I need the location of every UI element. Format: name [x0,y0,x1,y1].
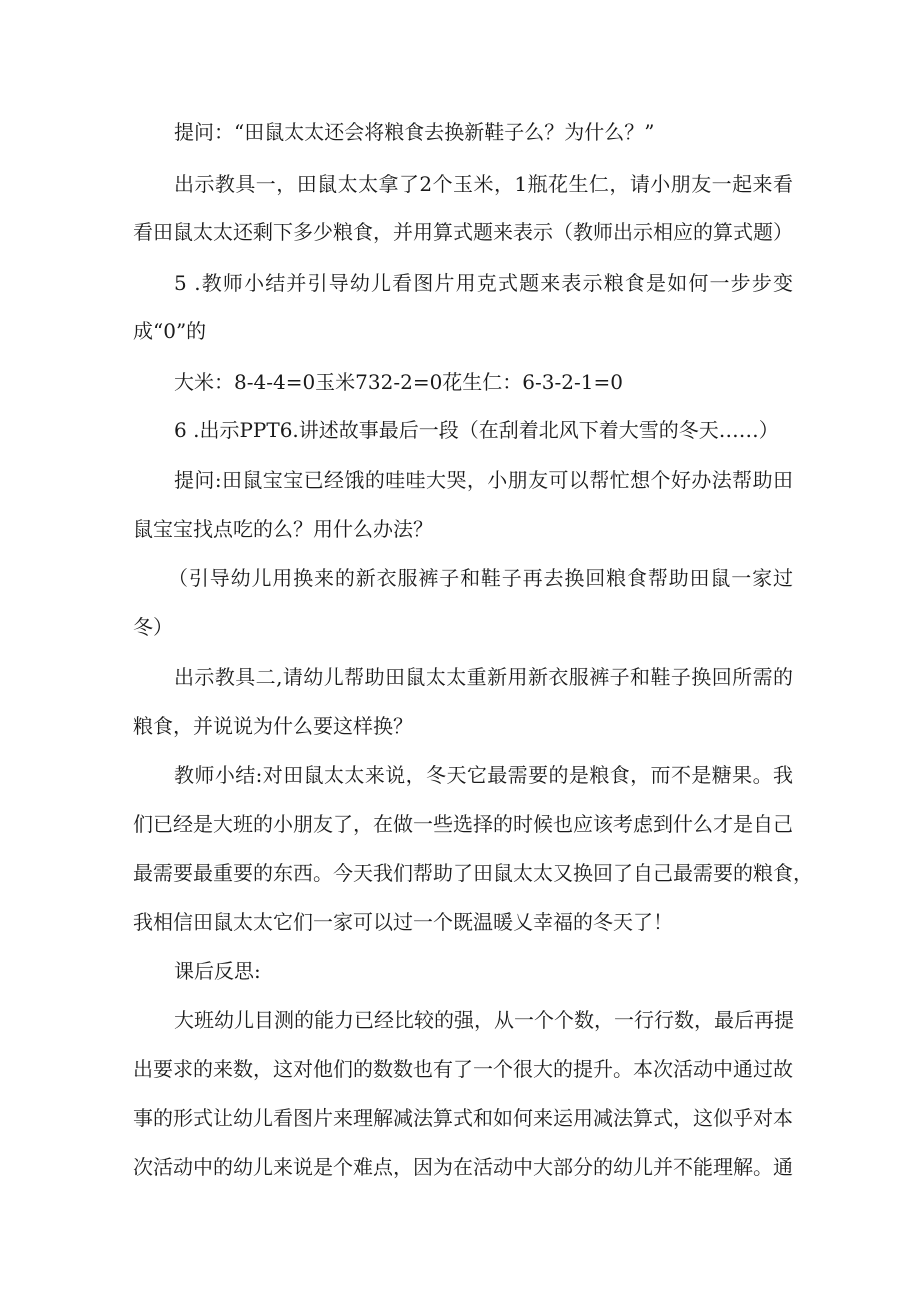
equation-line: 大米：8-4-4=0玉米732-2=0花生仁：6-3-2-1=0 [174,370,623,394]
paragraph-line: 成“0”的 [133,319,207,343]
reflection-line: 次活动中的幼儿来说是个难点，因为在活动中大部分的幼儿并不能理解。通 [133,1155,793,1179]
paragraph-line: 鼠宝宝找点吃的么？用什么办法？ [133,517,433,541]
question-line: 提问:田鼠宝宝已经饿的哇哇大哭，小朋友可以帮忙想个好办法帮助田 [174,468,793,492]
paragraph-line: 出示教具二,请幼儿帮助田鼠太太重新用新衣服裤子和鞋子换回所需的 [174,665,793,689]
section-heading: 课后反思: [174,959,261,983]
paragraph-line: 粮食，并说说为什么要这样换？ [133,714,413,738]
summary-line: 教师小结:对田鼠太太来说，冬天它最需要的是粮食，而不是糖果。我 [174,763,793,787]
numbered-item-5: 5 .教师小结并引导幼儿看图片用克式题来表示粮食是如何一步步变 [174,271,793,295]
summary-line: 们已经是大班的小朋友了，在做一些选择的时候也应该考虑到什么才是自己 [133,812,793,836]
summary-line: 我相信田鼠太太它们一家可以过一个既温暖乂幸福的冬天了！ [133,910,673,934]
paragraph-line: 出示教具一，田鼠太太拿了2个玉米，1瓶花生仁，请小朋友一起来看 [174,172,793,196]
note-line: （引导幼儿用换来的新衣服裤子和鞋子再去换回粮食帮助田鼠一家过 [168,566,793,590]
reflection-line: 出要求的来数，这对他们的数数也有了一个很大的提升。本次活动中通过故 [133,1057,793,1081]
summary-line: 最需要最重要的东西。今天我们帮助了田鼠太太又换回了自己最需要的粮食， [133,861,813,885]
numbered-item-6: 6 .出示PPT6.讲述故事最后一段（在刮着北风下着大雪的冬天……） [174,418,779,442]
note-line: 冬） [133,615,173,639]
reflection-line: 大班幼儿目测的能力已经比较的强，从一个个数，一行行数，最后再提 [174,1008,794,1032]
paragraph-line: 看田鼠太太还剩下多少粮食，并用算式题来表示（教师出示相应的算式题） [133,220,793,244]
question-line: 提问：“田鼠太太还会将粮食去换新鞋子么？为什么？” [174,120,655,144]
reflection-line: 事的形式让幼儿看图片来理解减法算式和如何来运用减法算式，这似乎对本 [133,1106,793,1130]
